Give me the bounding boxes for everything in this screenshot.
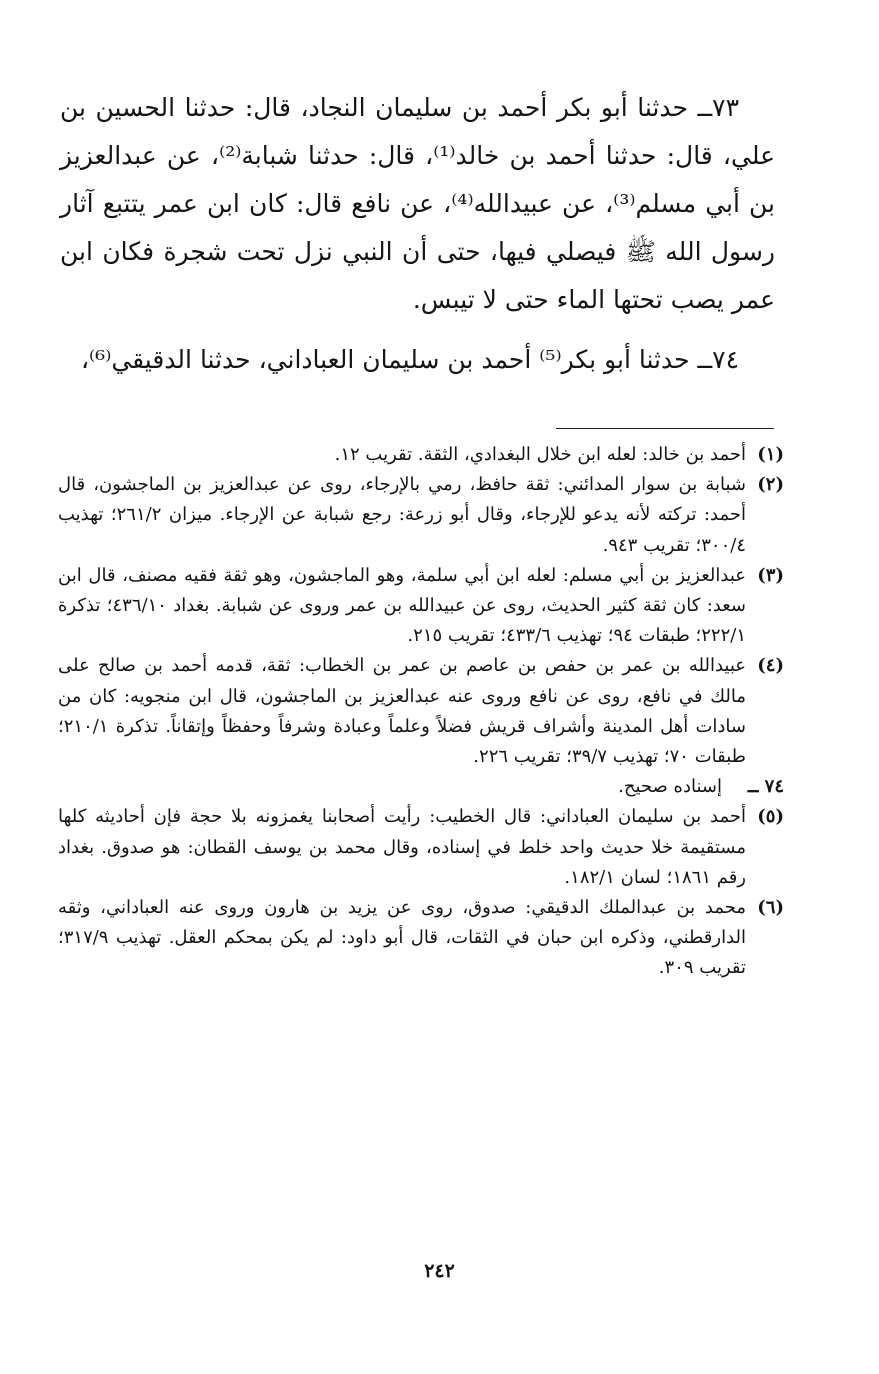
footnote-text: عبيدالله بن عمر بن حفص بن عاصم بن عمر بن الخطاب: ثقة، قدمه أحمد بن صالح على مالك في نافع، روى عن نافع وروى عنه عبدالعزيز بن الماجشون، قال ابن منجويه: كان من سادات أهل المدينة وأشراف قريش فضلاً وعلماً وعبادة وشرفاً وحفظاً وإتقاناً. تذكرة ٢١٠/١؛ طبقات ٧٠؛ تهذيب ٣٩/٧؛ تقريب ٢٢٦. xyxy=(58,655,746,768)
footnote-number: (٥) xyxy=(757,806,784,828)
footnote-number: (٢) xyxy=(757,474,784,496)
footnote-text: إسناده صحيح. xyxy=(618,776,722,798)
footnote-text: أحمد بن خالد: لعله ابن خلال البغدادي، الثقة. تقريب ١٢. xyxy=(334,444,746,465)
footnote-2 xyxy=(58,470,784,561)
footnote-74-grading xyxy=(58,772,784,802)
footnote-number: (١) xyxy=(757,444,784,465)
footnote-6 xyxy=(58,893,784,984)
page-number: ٢٤٢ xyxy=(424,1260,455,1282)
footnote-text: محمد بن عبدالملك الدقيقي: صدوق، روى عن يزيد بن هارون وروى عنه العباداني، وثقه الدارقطني، وذكره ابن حبان في الثقات، قال أبو داود: لم يكن بمحكم العقل. تهذيب ٣١٧/٩؛ تقريب ٣٠٩. xyxy=(58,897,746,979)
footnote-number: (٦) xyxy=(757,897,784,919)
footnote-divider xyxy=(556,428,774,429)
footnote-1 xyxy=(58,440,784,470)
footnote-number: (٣) xyxy=(757,564,784,586)
footnote-text: شبابة بن سوار المدائني: ثقة حافظ، رمي بالإرجاء، روى عن عبدالعزيز بن الماجشون، قال أحمد: تركته لأنه يدعو للإرجاء، وقال أبو زرعة: رجع شبابة عن الإرجاء. ميزان ٢٦١/٢؛ تهذيب ٣٠٠/٤؛ تقريب ٩٤٣. xyxy=(58,474,746,556)
footnote-3 xyxy=(58,561,784,652)
footnote-4 xyxy=(58,651,784,772)
hadith-73: ٧٣ــ حدثنا أبو بكر أحمد بن سليمان النجاد، قال: حدثنا الحسين بن علي، قال: حدثنا أحمد بن خالد⁽¹⁾، قال: حدثنا شبابة⁽²⁾، عن عبدالعزيز بن أبي مسلم⁽³⁾، عن عبيدالله⁽⁴⁾، عن نافع قال: كان ابن عمر يتتبع آثار رسول الله ﷺ فيصلي فيها، حتى أن النبي نزل تحت شجرة فكان ابن عمر يصب تحتها الماء حتى لا تيبس. xyxy=(60,93,776,314)
footnote-text: أحمد بن سليمان العباداني: قال الخطيب: رأيت أصحابنا يغمزونه بلا حجة فإن أحاديثه كلها مستقيمة خلا حديث واحد خلط في إسناده، وقال محمد بن يوسف القطان: هو صدوق. بغداد رقم ١٨٦١؛ لسان ١٨٢/١. xyxy=(58,806,746,888)
footnote-5 xyxy=(58,802,784,893)
hadith-74: ٧٤ــ حدثنا أبو بكر⁽⁵⁾ أحمد بن سليمان العباداني، حدثنا الدقيقي⁽⁶⁾، xyxy=(80,345,739,374)
main-text xyxy=(60,84,775,384)
footnote-text: عبدالعزيز بن أبي مسلم: لعله ابن أبي سلمة، وهو الماجشون، وهو ثقة فقيه مصنف، قال ابن سعد: كان ثقة كثير الحديث، روى عن عبيدالله بن عمر وروى عن شبابة. بغداد ٤٣٦/١٠؛ تذكرة ٢٢٢/١؛ طبقات ٩٤؛ تهذيب ٤٣٣/٦؛ تقريب ٢١٥. xyxy=(58,564,746,647)
footnotes xyxy=(58,440,784,984)
footnote-number: ٧٤ ــ xyxy=(747,776,784,798)
footnote-number: (٤) xyxy=(757,655,784,677)
